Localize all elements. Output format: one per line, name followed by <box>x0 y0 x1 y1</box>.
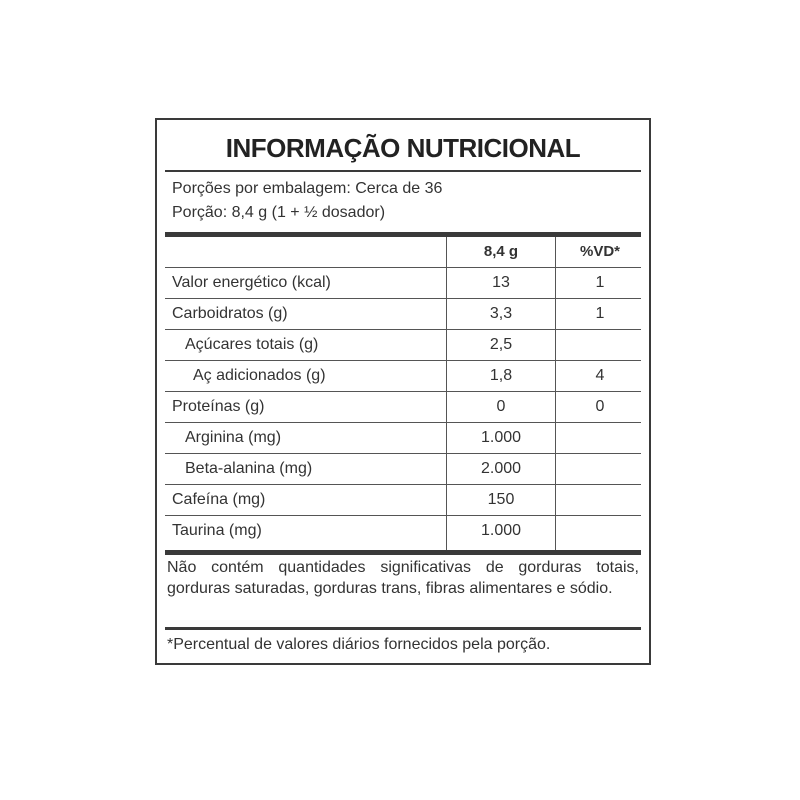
nutrient-table <box>165 237 641 550</box>
table-row <box>165 330 641 361</box>
divider-thin <box>165 170 641 172</box>
nutrient-vd <box>556 330 644 360</box>
table-row <box>165 361 641 392</box>
header-vd: %VD* <box>579 243 620 260</box>
nutrient-name: Açúcares totais (g) <box>185 336 319 353</box>
table-row <box>165 423 641 454</box>
divider-medium <box>165 627 641 630</box>
nutrient-vd: 1 <box>595 274 605 291</box>
nutrient-name: Carboidratos (g) <box>172 305 288 322</box>
nutrient-amount: 150 <box>487 491 515 508</box>
nutrient-vd: 0 <box>595 398 605 415</box>
table-row <box>165 299 641 330</box>
nutrient-amount: 2,5 <box>489 336 513 353</box>
table-row <box>165 485 641 516</box>
nutrient-name: Taurina (mg) <box>172 522 262 539</box>
serving-size: Porção: 8,4 g (1 + ½ dosador) <box>172 204 386 221</box>
nutrient-amount: 2.000 <box>480 460 522 477</box>
nutrient-amount: 1,8 <box>489 367 513 384</box>
nutrient-name: Valor energético (kcal) <box>172 274 331 291</box>
nutrient-amount: 1.000 <box>480 522 522 539</box>
footnote-text: *Percentual de valores diários fornecidos pela porção. <box>167 636 551 653</box>
nutrient-vd: 4 <box>595 367 605 384</box>
nutrient-vd <box>556 454 644 484</box>
table-row <box>165 516 641 546</box>
table-row <box>165 454 641 485</box>
table-header-row <box>165 237 641 268</box>
table-row <box>165 392 641 423</box>
serving-info <box>172 177 442 225</box>
table-row <box>165 268 641 299</box>
disclaimer-body: Não contém quantidades significativas de gorduras totais, gorduras saturadas, gorduras trans, fibras alimentares e sódio. <box>167 559 639 597</box>
nutrient-name: Aç adicionados (g) <box>193 367 326 384</box>
servings-per-package: Porções por embalagem: Cerca de 36 <box>172 180 443 197</box>
label-title: INFORMAÇÃO NUTRICIONAL <box>225 133 581 163</box>
header-amount: 8,4 g <box>483 243 519 260</box>
nutrient-name: Cafeína (mg) <box>172 491 266 508</box>
nutrient-name: Proteínas (g) <box>172 398 265 415</box>
nutrient-vd <box>556 485 644 515</box>
nutrient-vd <box>556 516 644 546</box>
nutrient-vd: 1 <box>595 305 605 322</box>
nutrient-amount: 13 <box>492 274 510 291</box>
nutrient-amount: 3,3 <box>489 305 513 322</box>
nutrient-amount: 1.000 <box>480 429 522 446</box>
nutrition-facts-label <box>155 118 651 665</box>
disclaimer-text <box>167 554 639 599</box>
nutrient-vd <box>556 423 644 453</box>
nutrient-name: Arginina (mg) <box>185 429 282 446</box>
nutrient-name: Beta-alanina (mg) <box>185 460 313 477</box>
nutrient-amount: 0 <box>496 398 506 415</box>
